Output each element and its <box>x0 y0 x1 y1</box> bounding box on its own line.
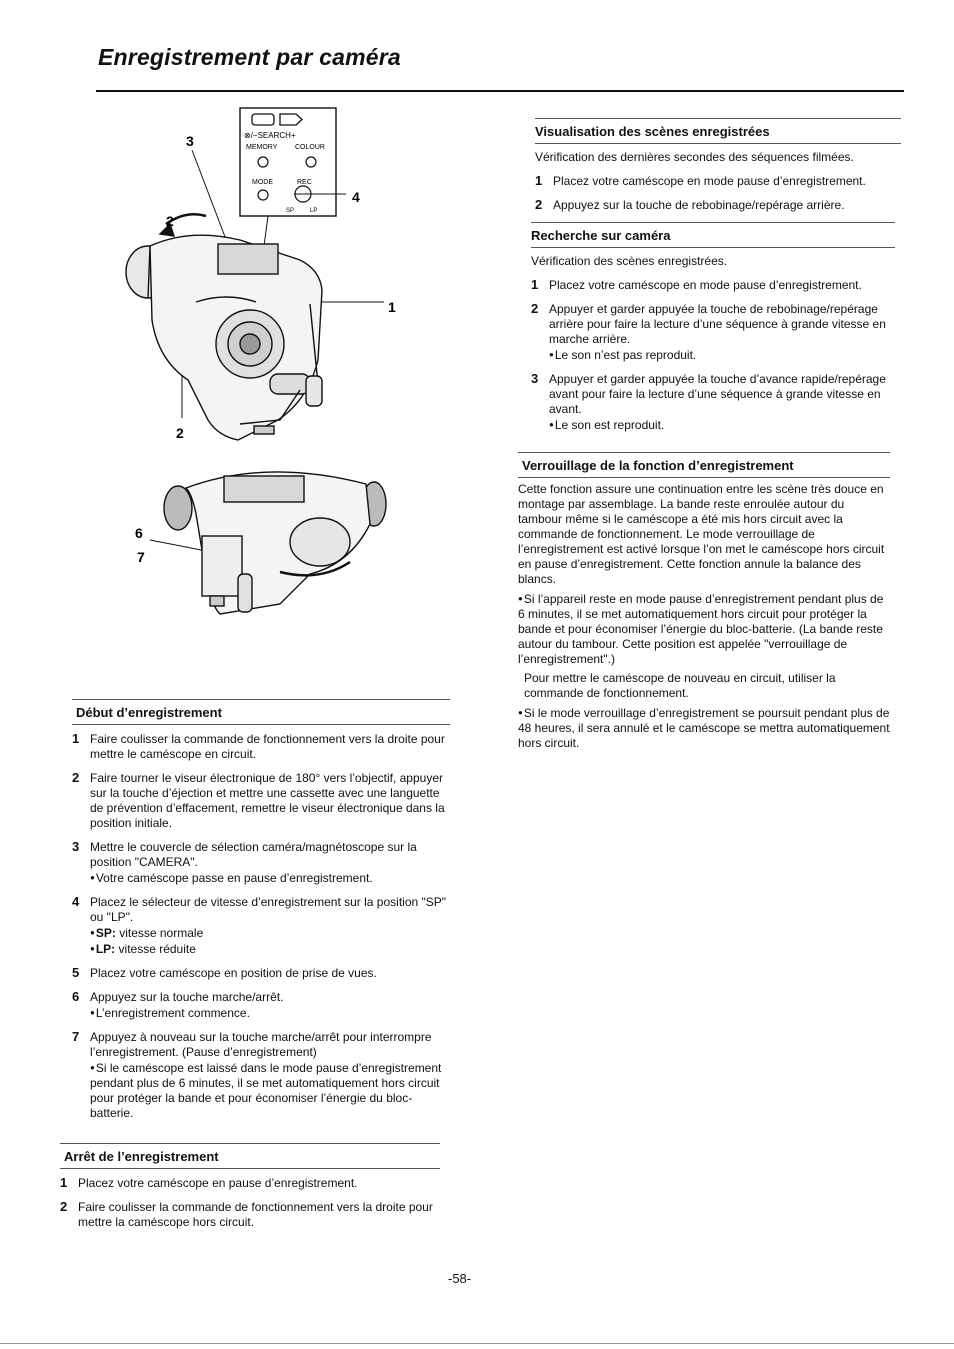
debut-step: 4 Placez le sélecteur de vitesse d’enregistrement sur la position "SP" ou "LP". ● SP: vitesse normale ● LP: vitesse réduite <box>72 895 450 957</box>
recherche-step: 2 Appuyer et garder appuyée la touche de rebobinage/repérage arrière pour faire la lecture d’une séquence à grande vitesse en marche arrière. ● Le son n’est pas reproduit. <box>531 302 895 363</box>
title-rule <box>96 90 904 92</box>
section-arret <box>60 1147 440 1230</box>
arret-step: 2 Faire coulisser la commande de fonctionnement vers la droite pour mettre la caméscope hors circuit. <box>60 1199 433 1229</box>
mode-label: MODE <box>252 179 273 186</box>
lp-label: LP <box>310 208 318 214</box>
page-title: Enregistrement par caméra <box>98 44 401 70</box>
callout-6: 6 <box>135 525 143 541</box>
rec-label: REC <box>297 179 312 186</box>
intro-visualisation: Vérification des dernières secondes des séquences filmées. <box>535 150 854 164</box>
debut-step: 1 Faire coulisser la commande de fonctionnement vers la droite pour mettre le caméscope en circuit. <box>72 731 445 761</box>
intro-recherche: Vérification des scènes enregistrées. <box>531 254 728 268</box>
recherche-step: 3 Appuyer et garder appuyée la touche d’avance rapide/repérage avant pour faire la lecture d’une séquence à grande vitesse en avant. ● Le son est reproduit. <box>531 372 895 433</box>
heading-debut: Début d’enregistrement <box>72 703 450 723</box>
callout-2-bottom: 2 <box>176 425 184 441</box>
section-verrouillage <box>518 456 890 751</box>
debut-step: 2 Faire tourner le viseur électronique de 180° vers l’objectif, appuyer sur la touche d’éjection et mettre une cassette avec une languette de prévention d’effacement, remettre le viseur électronique dans la position initiale. <box>72 770 445 830</box>
arret-step: 1 Placez votre caméscope en pause d’enregistrement. <box>60 1175 358 1190</box>
heading-verrouillage: Verrouillage de la fonction d’enregistrement <box>518 456 890 476</box>
recherche-step: 1 Placez votre caméscope en mode pause d’enregistrement. <box>531 277 862 292</box>
verrouillage-bullet2: ● Si le mode verrouillage d’enregistrement se poursuit pendant plus de 48 heures, il sera annulé et le caméscope se mettra automatiquement hors circuit. <box>518 705 890 751</box>
heading-visualisation: Visualisation des scènes enregistrées <box>535 122 901 142</box>
camcorder-side-view <box>164 472 386 614</box>
callout-4: 4 <box>352 189 360 205</box>
section-visualisation <box>535 122 901 213</box>
verrouillage-bullet1: ● Si l’appareil reste en mode pause d’enregistrement pendant plus de 6 minutes, il se met automatiquement hors circuit pour protéger la bande et pour économiser l’énergie du bloc-batterie. (La bande reste autour du tambour. Cette position est appelée "verrouillage de l’enregistrement".) <box>518 591 890 667</box>
section-recherche <box>531 226 895 433</box>
heading-arret: Arrêt de l’enregistrement <box>60 1147 440 1167</box>
control-panel-box <box>240 108 336 216</box>
callout-7: 7 <box>137 549 145 565</box>
callout-2-top: 2 <box>166 213 174 229</box>
bottom-rule <box>0 1343 954 1344</box>
heading-recherche: Recherche sur caméra <box>531 226 895 246</box>
visualisation-step: 1 Placez votre caméscope en mode pause d’enregistrement. <box>535 173 866 188</box>
debut-step: 6 Appuyez sur la touche marche/arrêt. ● L’enregistrement commence. <box>72 990 450 1021</box>
verrouillage-para2: Pour mettre le caméscope de nouveau en circuit, utiliser la commande de fonctionnement. <box>524 671 836 700</box>
visualisation-step: 2 Appuyez sur la touche de rebobinage/repérage arrière. <box>535 197 845 212</box>
verrouillage-para1: Cette fonction assure une continuation entre les scène très douce en montage par assemblage. La bande reste enroulée autour du tambour même si le caméscope a été mis hors circuit avec la commande de fonctionnement. Le mode verrouillage de l’enregistrement est activé lorsque l’on met le caméscope hors circuit en pause d’enregistrement. Cette fonction annule la balance des blancs. <box>518 482 885 586</box>
debut-step: 3 Mettre le couvercle de sélection caméra/magnétoscope sur la position "CAMERA". ● Votre caméscope passe en pause d’enregistrement. <box>72 840 450 886</box>
memory-label: MEMORY <box>246 144 278 151</box>
debut-step: 7 Appuyez à nouveau sur la touche marche/arrêt pour interrompre l’enregistrement. (Pause d’enregistrement) ● Si le caméscope est laissé dans le mode pause d’enregistrement pendant plus de 6 minutes, il se met automatiquement hors circuit pour protéger la bande et pour économiser l’énergie du bloc-batterie. <box>72 1030 450 1121</box>
sp-label: SP <box>286 208 295 214</box>
callout-1: 1 <box>388 299 396 315</box>
search-label: ⊗/−SEARCH+ <box>244 131 296 140</box>
camcorder-drawing <box>120 104 400 644</box>
camcorder-illustration <box>120 104 400 644</box>
section-debut <box>72 703 450 1121</box>
colour-label: COLOUR <box>295 144 325 151</box>
camcorder-top-view <box>126 214 322 440</box>
callout-3: 3 <box>186 133 194 149</box>
debut-step: 5 Placez votre caméscope en position de prise de vues. <box>72 965 377 980</box>
page-number: -58- <box>448 1271 472 1286</box>
